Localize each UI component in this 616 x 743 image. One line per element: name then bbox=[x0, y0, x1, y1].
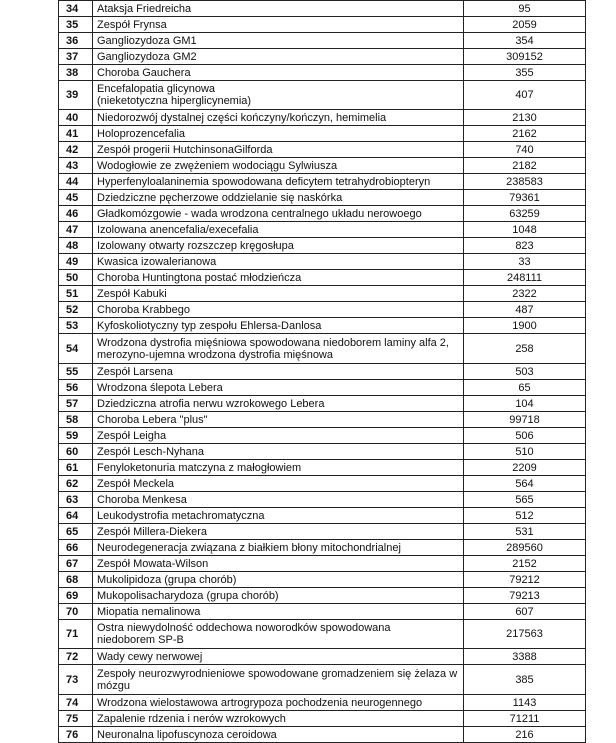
table-row bbox=[59, 604, 586, 620]
disease-name-line: Dziedziczna atrofia nerwu wzrokowego Lebera bbox=[97, 397, 325, 410]
disease-name bbox=[93, 33, 464, 49]
code-value: 823 bbox=[464, 238, 586, 254]
table-row bbox=[59, 476, 586, 492]
table-row bbox=[59, 460, 586, 476]
code-value: 1900 bbox=[464, 318, 586, 334]
disease-name bbox=[93, 444, 464, 460]
disease-name-line: Zespół Millera-Diekera bbox=[97, 525, 208, 538]
row-number: 50 bbox=[59, 270, 93, 286]
table-row bbox=[59, 1, 586, 17]
disease-name-line: Zespół Meckela bbox=[97, 477, 175, 490]
row-number: 59 bbox=[59, 428, 93, 444]
table-row bbox=[59, 222, 586, 238]
disease-name bbox=[93, 695, 464, 711]
table-row bbox=[59, 649, 586, 665]
code-value: 385 bbox=[464, 665, 586, 695]
disease-name-line: Choroba Krabbego bbox=[97, 303, 190, 316]
disease-name-line: Zespół Kabuki bbox=[97, 287, 167, 300]
code-value: 2059 bbox=[464, 17, 586, 33]
row-number: 40 bbox=[59, 110, 93, 126]
row-number: 49 bbox=[59, 254, 93, 270]
disease-name bbox=[93, 286, 464, 302]
disease-name bbox=[93, 49, 464, 65]
disease-name bbox=[93, 126, 464, 142]
disease-name-line: Zespół Lesch-Nyhana bbox=[97, 445, 205, 458]
disease-name-line: Mukolipidoza (grupa chorób) bbox=[97, 573, 237, 586]
row-number: 62 bbox=[59, 476, 93, 492]
code-value: 407 bbox=[464, 81, 586, 110]
disease-name-line: Neurodegeneracja związana z białkiem błony mitochondrialnej bbox=[97, 541, 401, 554]
disease-name bbox=[93, 460, 464, 476]
row-number: 74 bbox=[59, 695, 93, 711]
code-value: 531 bbox=[464, 524, 586, 540]
row-number: 51 bbox=[59, 286, 93, 302]
row-number: 45 bbox=[59, 190, 93, 206]
row-number: 73 bbox=[59, 665, 93, 695]
disease-name bbox=[93, 142, 464, 158]
code-value: 503 bbox=[464, 364, 586, 380]
table-row bbox=[59, 33, 586, 49]
row-number: 42 bbox=[59, 142, 93, 158]
code-value: 63259 bbox=[464, 206, 586, 222]
disease-name bbox=[93, 334, 464, 364]
code-value: 104 bbox=[464, 396, 586, 412]
disease-name bbox=[93, 222, 464, 238]
disease-name bbox=[93, 649, 464, 665]
disease-name bbox=[93, 412, 464, 428]
code-value: 216 bbox=[464, 727, 586, 743]
disease-name bbox=[93, 238, 464, 254]
disease-name-line: Wrodzona wielostawowa artrogrypoza pochodzenia neurogennego bbox=[97, 696, 423, 709]
disease-name-line: Ostra niewydolność oddechowa noworodków spowodowana bbox=[97, 622, 391, 634]
disease-name-line: Zespół Larsena bbox=[97, 365, 173, 378]
table-row bbox=[59, 508, 586, 524]
row-number: 38 bbox=[59, 65, 93, 81]
code-value: 33 bbox=[464, 254, 586, 270]
disease-name-line: Niedorozwój dystalnej części kończyny/kończyn, hemimelia bbox=[97, 111, 387, 124]
disease-name-line: Neuronalna lipofuscynoza ceroidowa bbox=[97, 728, 277, 741]
disease-name-line-2: mózgu bbox=[97, 679, 131, 692]
table-row bbox=[59, 428, 586, 444]
table-row bbox=[59, 444, 586, 460]
code-value: 289560 bbox=[464, 540, 586, 556]
row-number: 70 bbox=[59, 604, 93, 620]
row-number: 68 bbox=[59, 572, 93, 588]
table-row bbox=[59, 318, 586, 334]
row-number: 55 bbox=[59, 364, 93, 380]
row-number: 63 bbox=[59, 492, 93, 508]
table-row bbox=[59, 81, 586, 110]
code-value: 71211 bbox=[464, 711, 586, 727]
row-number: 56 bbox=[59, 380, 93, 396]
table-row bbox=[59, 142, 586, 158]
table-row bbox=[59, 17, 586, 33]
disease-name bbox=[93, 727, 464, 743]
row-number: 69 bbox=[59, 588, 93, 604]
row-number: 52 bbox=[59, 302, 93, 318]
code-value: 95 bbox=[464, 1, 586, 17]
row-number: 67 bbox=[59, 556, 93, 572]
disease-name-line: Zespół Leigha bbox=[97, 429, 167, 442]
table-row bbox=[59, 110, 586, 126]
disease-name-line: Holoprozencefalia bbox=[97, 127, 186, 140]
disease-name-line: Dziedziczne pęcherzowe oddzielanie się naskórka bbox=[97, 191, 343, 204]
code-value: 99718 bbox=[464, 412, 586, 428]
code-value: 79361 bbox=[464, 190, 586, 206]
row-number: 64 bbox=[59, 508, 93, 524]
table-row bbox=[59, 620, 586, 649]
code-value: 65 bbox=[464, 380, 586, 396]
row-number: 61 bbox=[59, 460, 93, 476]
table-row bbox=[59, 727, 586, 743]
disease-name bbox=[93, 254, 464, 270]
code-value: 238583 bbox=[464, 174, 586, 190]
table-row bbox=[59, 270, 586, 286]
row-number: 35 bbox=[59, 17, 93, 33]
disease-name bbox=[93, 665, 464, 695]
disease-name bbox=[93, 302, 464, 318]
code-value: 506 bbox=[464, 428, 586, 444]
row-number: 54 bbox=[59, 334, 93, 364]
disease-name-line: Kyfoskoliotyczny typ zespołu Ehlersa-Danlosa bbox=[97, 319, 322, 332]
row-number: 57 bbox=[59, 396, 93, 412]
row-number: 48 bbox=[59, 238, 93, 254]
disease-name-line-2: (nieketotyczna hiperglicynemia) bbox=[97, 95, 252, 107]
table-row bbox=[59, 190, 586, 206]
table-row bbox=[59, 49, 586, 65]
code-value: 3388 bbox=[464, 649, 586, 665]
disease-name-line: Wrodzona dystrofia mięśniowa spowodowana niedoborem laminy alfa 2, bbox=[97, 336, 449, 349]
table-row bbox=[59, 65, 586, 81]
table-row bbox=[59, 588, 586, 604]
table-row bbox=[59, 158, 586, 174]
row-number: 76 bbox=[59, 727, 93, 743]
code-value: 217563 bbox=[464, 620, 586, 649]
disease-name-line: Kwasica izowalerianowa bbox=[97, 255, 217, 268]
disease-name-line-2: merozyno-ujemna wrodzona dystrofia mięśnowa bbox=[97, 348, 333, 361]
disease-name-line: Zespół Mowata-Wilson bbox=[97, 557, 209, 570]
code-value: 2162 bbox=[464, 126, 586, 142]
code-value: 2322 bbox=[464, 286, 586, 302]
code-value: 2182 bbox=[464, 158, 586, 174]
disease-name bbox=[93, 556, 464, 572]
disease-name bbox=[93, 620, 464, 649]
disease-name bbox=[93, 318, 464, 334]
table-row bbox=[59, 380, 586, 396]
code-value: 564 bbox=[464, 476, 586, 492]
row-number: 71 bbox=[59, 620, 93, 649]
disease-name-line-2: niedoborem SP-B bbox=[97, 634, 184, 646]
disease-name-line: Izolowana anencefalia/execefalia bbox=[97, 223, 259, 236]
disease-name-line: Gangliozydoza GM1 bbox=[97, 34, 197, 47]
table-row bbox=[59, 174, 586, 190]
row-number: 39 bbox=[59, 81, 93, 110]
code-value: 248111 bbox=[464, 270, 586, 286]
disease-name bbox=[93, 81, 464, 110]
row-number: 46 bbox=[59, 206, 93, 222]
table-row bbox=[59, 412, 586, 428]
table-row bbox=[59, 126, 586, 142]
disease-table bbox=[58, 0, 586, 743]
disease-name-line: Leukodystrofia metachromatyczna bbox=[97, 509, 265, 522]
code-value: 79212 bbox=[464, 572, 586, 588]
disease-name bbox=[93, 428, 464, 444]
disease-name-line: Choroba Gauchera bbox=[97, 66, 191, 79]
row-number: 37 bbox=[59, 49, 93, 65]
table-row bbox=[59, 334, 586, 364]
row-number: 65 bbox=[59, 524, 93, 540]
disease-name bbox=[93, 508, 464, 524]
table-row bbox=[59, 695, 586, 711]
row-number: 58 bbox=[59, 412, 93, 428]
row-number: 75 bbox=[59, 711, 93, 727]
disease-name-line: Zespoły neurozwyrodnieniowe spowodowane gromadzeniem się żelaza w bbox=[97, 667, 458, 680]
table-row bbox=[59, 711, 586, 727]
disease-name-line: Choroba Menkesa bbox=[97, 493, 187, 506]
code-value: 354 bbox=[464, 33, 586, 49]
disease-name bbox=[93, 540, 464, 556]
table-row bbox=[59, 286, 586, 302]
disease-name bbox=[93, 174, 464, 190]
code-value: 2130 bbox=[464, 110, 586, 126]
table-row bbox=[59, 572, 586, 588]
table-row bbox=[59, 302, 586, 318]
row-number: 66 bbox=[59, 540, 93, 556]
disease-name bbox=[93, 711, 464, 727]
disease-name bbox=[93, 65, 464, 81]
code-value: 2152 bbox=[464, 556, 586, 572]
code-value: 355 bbox=[464, 65, 586, 81]
disease-name-line: Miopatia nemalinowa bbox=[97, 605, 201, 618]
disease-name bbox=[93, 158, 464, 174]
disease-name bbox=[93, 380, 464, 396]
disease-name-line: Choroba Huntingtona postać młodzieńcza bbox=[97, 271, 302, 284]
code-value: 510 bbox=[464, 444, 586, 460]
disease-name bbox=[93, 588, 464, 604]
row-number: 41 bbox=[59, 126, 93, 142]
disease-name bbox=[93, 190, 464, 206]
code-value: 2209 bbox=[464, 460, 586, 476]
disease-name bbox=[93, 524, 464, 540]
disease-name bbox=[93, 1, 464, 17]
disease-table-body bbox=[59, 1, 586, 743]
code-value: 487 bbox=[464, 302, 586, 318]
disease-name-line: Wady cewy nerwowej bbox=[97, 650, 203, 663]
disease-name-line: Wodogłowie ze zwężeniem wodociągu Sylwiusza bbox=[97, 159, 338, 172]
row-number: 44 bbox=[59, 174, 93, 190]
code-value: 740 bbox=[464, 142, 586, 158]
code-value: 79213 bbox=[464, 588, 586, 604]
row-number: 43 bbox=[59, 158, 93, 174]
code-value: 309152 bbox=[464, 49, 586, 65]
row-number: 53 bbox=[59, 318, 93, 334]
code-value: 1048 bbox=[464, 222, 586, 238]
disease-name bbox=[93, 604, 464, 620]
disease-name-line: Mukopolisacharydoza (grupa chorób) bbox=[97, 589, 279, 602]
row-number: 34 bbox=[59, 1, 93, 17]
code-value: 258 bbox=[464, 334, 586, 364]
disease-name-line: Choroba Lebera "plus" bbox=[97, 413, 208, 426]
disease-name bbox=[93, 572, 464, 588]
row-number: 72 bbox=[59, 649, 93, 665]
disease-name-line: Fenyloketonuria matczyna z małogłowiem bbox=[97, 461, 302, 474]
disease-name-line: Wrodzona ślepota Lebera bbox=[97, 381, 223, 394]
disease-name-line: Ataksja Friedreicha bbox=[97, 2, 192, 15]
disease-name-line: Hyperfenyloalaninemia spowodowana deficytem tetrahydrobiopteryn bbox=[97, 175, 431, 188]
disease-name bbox=[93, 17, 464, 33]
table-row bbox=[59, 396, 586, 412]
disease-name-line: Gangliozydoza GM2 bbox=[97, 50, 197, 63]
table-row bbox=[59, 665, 586, 695]
disease-name bbox=[93, 206, 464, 222]
table-row bbox=[59, 492, 586, 508]
disease-name bbox=[93, 492, 464, 508]
table-row bbox=[59, 364, 586, 380]
disease-name bbox=[93, 270, 464, 286]
code-value: 512 bbox=[464, 508, 586, 524]
row-number: 47 bbox=[59, 222, 93, 238]
table-row bbox=[59, 206, 586, 222]
table-row bbox=[59, 524, 586, 540]
disease-name-line: Zespół Frynsa bbox=[97, 18, 167, 31]
code-value: 607 bbox=[464, 604, 586, 620]
disease-name-line: Gładkomózgowie - wada wrodzona centralnego układu nerowoego bbox=[97, 207, 422, 220]
disease-name bbox=[93, 364, 464, 380]
disease-name bbox=[93, 396, 464, 412]
disease-name-line: Zespół progerii HutchinsonaGilforda bbox=[97, 143, 273, 156]
disease-name bbox=[93, 110, 464, 126]
code-value: 1143 bbox=[464, 695, 586, 711]
disease-name-line: Encefalopatia glicynowa bbox=[97, 83, 216, 95]
disease-name bbox=[93, 476, 464, 492]
row-number: 36 bbox=[59, 33, 93, 49]
disease-name-line: Zapalenie rdzenia i nerów wzrokowych bbox=[97, 712, 286, 725]
table-row bbox=[59, 254, 586, 270]
disease-name-line: Izolowany otwarty rozszczep kręgosłupa bbox=[97, 239, 294, 252]
code-value: 565 bbox=[464, 492, 586, 508]
row-number: 60 bbox=[59, 444, 93, 460]
table-row bbox=[59, 556, 586, 572]
table-row bbox=[59, 238, 586, 254]
table-row bbox=[59, 540, 586, 556]
